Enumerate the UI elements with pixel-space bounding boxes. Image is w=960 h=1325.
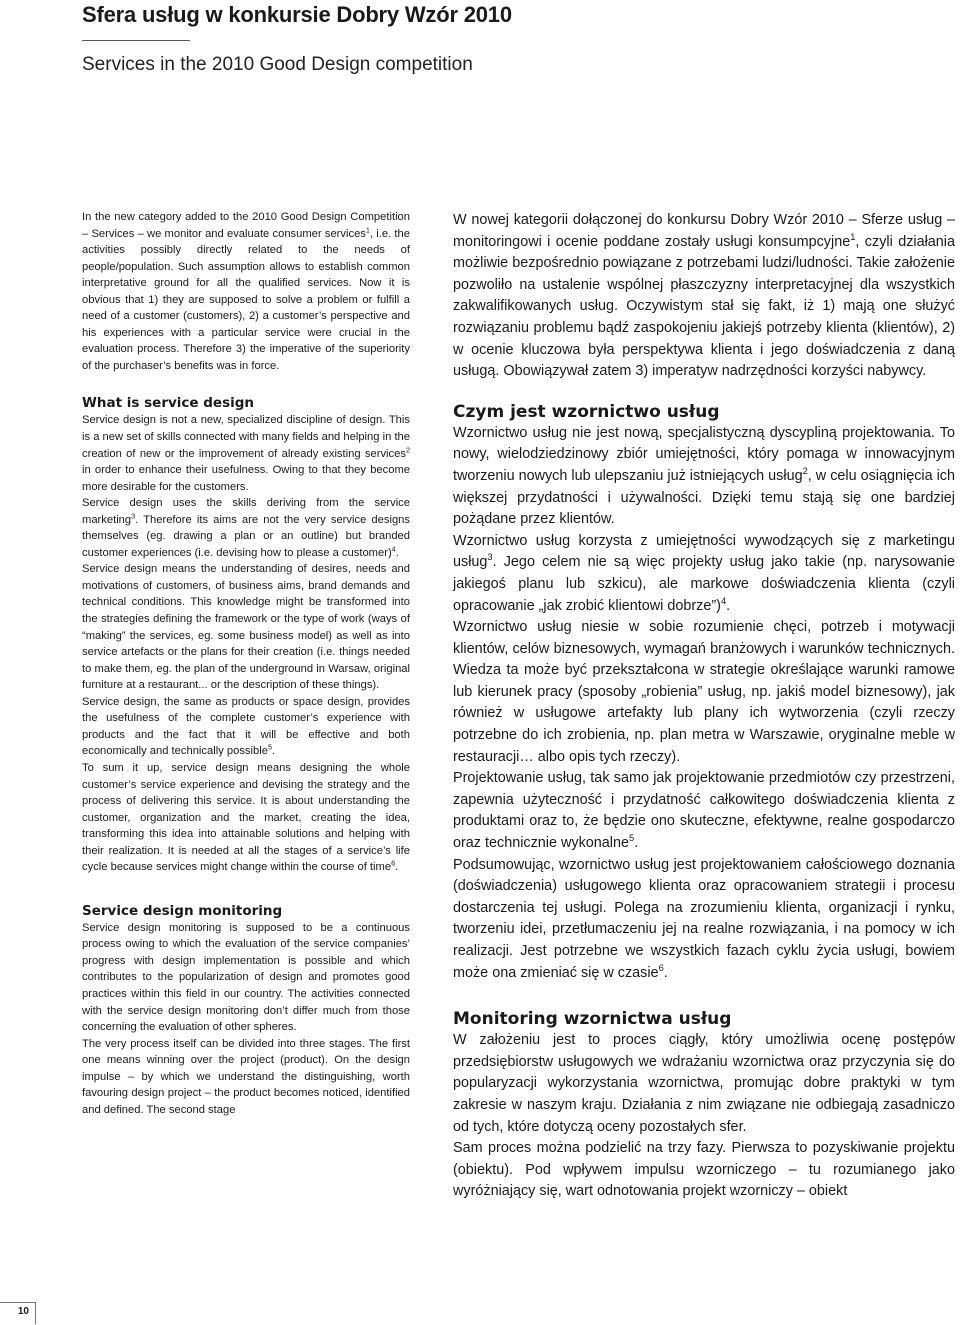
page-number: 10	[0, 1302, 36, 1324]
english-paragraph: The very process itself can be divided into three stages. The first one means winning over the project (product). On the design impulse – by which we understand the distinguishing, worth favouring design project – the product becomes noticed, identified and defined. The second stage	[82, 1037, 410, 1116]
text-run: .	[663, 964, 668, 981]
text-run: , czyli działania możliwie bezpośrednio powiązane z potrzebami ludzi/ludności. Takie założenie pozwoliło na ustalenie wspólnej płaszczyzny interpretacyjnej dla wszystkich zakwalifikowanych usług. Oczywistym stał się fakt, iż 1) mają one służyć rozwiązaniu problemu bądź zaspokojeniu jakiejś potrzeby klienta (klientów), 2) w ocenie kluczowa była perspektywa klienta i jego doświadczenia z daną usługą. Obowiązywał zatem 3) imperatyw nadrzędności korzyści nabywcy.	[453, 233, 955, 380]
text-run: W nowej kategorii dołączonej do konkursu Dobry Wzór 2010 – Sferze usług – monitoringowi i ocenie poddane zostały usługi konsumpcyjne	[453, 212, 955, 250]
text-run: Wzornictwo usług korzysta z umiejętności wywodzących się z marketingu usług	[453, 532, 955, 571]
polish-section-heading-service-design: Czym jest wzornictwo usług	[453, 401, 720, 422]
footnote-ref: 6	[391, 858, 396, 868]
polish-paragraph: W założeniu jest to proces ciągły, który umożliwia ocenę postępów przedsiębiorstw usługowych we wdrażaniu wzornictwa oraz przyczynia się do popularyzacji wykorzystania wzornictwa, promując dobre praktyki w tym zakresie w naszym kraju. Działania z nim związane nie odbiegają zasadniczo od tych, które dotyczą oceny pozostałych sfer.	[453, 1032, 955, 1135]
page-title-english: Services in the 2010 Good Design competition	[82, 54, 473, 75]
footnote-ref: 3	[131, 511, 136, 521]
polish-paragraph	[453, 531, 955, 617]
english-column	[82, 209, 410, 1118]
footnote-ref: 3	[487, 552, 493, 563]
polish-paragraph: Wzornictwo usług niesie w sobie rozumienie chęci, potrzeb i motywacji klientów, celów biznesowych, wymagań branżowych i warunków technicznych. Wiedza ta może być przekształcona w strategie określające warunki ramowe lub kierunek pracy (sposoby „robienia” usług, np. jakiś model biznesowy), jak również w usługowe artefakty lub plany ich wytworzenia (czyli rzeczy potrzebne do ich zrobienia, np. plan metra w Warszawie, oryginalne meble w restauracji… albo opis tych rzeczy).	[453, 619, 955, 765]
text-run: Podsumowując, wzornictwo usług jest projektowaniem całościowego doznania (doświadczenia) usługowego klienta oraz opracowaniem strategii i procesu dostarczenia tej usługi. Polega na zrozumieniu klienta, organizacji i rynku, tworzeniu idei, przetłumaczeniu jej na realne rozwiązania, i na pomocy w ich realizacji. Jest potrzebne we wszystkich fazach cyklu życia usługi, bowiem może ona zmieniać się w czasie	[453, 856, 955, 981]
text-run: Service design, the same as products or space design, provides the usefulness of the complete customer’s experience with products and the fact that it will be effective and both economically and technically possible	[82, 695, 410, 758]
text-run: .	[634, 835, 639, 852]
polish-paragraph	[453, 423, 955, 531]
english-intro-paragraph	[82, 209, 410, 374]
text-run: Service design is not a new, specialized discipline of design. This is a new set of skills connected with many fields and helping in the creation of new or the improvement of already existing services	[82, 414, 410, 460]
english-paragraph: Service design monitoring is supposed to be a continuous process owing to which the evaluation of the service companies’ progress with design implementation is possible and which contributes to the popularization of design and promotes good practices within this field in our country. The activities connected with the service design monitoring don’t differ much from those concerning the evaluation of other spheres.	[82, 921, 410, 1034]
polish-section-heading-monitoring: Monitoring wzornictwa usług	[453, 1009, 732, 1030]
footnote-ref: 1	[850, 231, 856, 242]
footnote-ref: 2	[405, 444, 410, 454]
polish-column	[453, 210, 955, 1203]
english-paragraph	[82, 694, 410, 760]
text-run: Wzornictwo usług nie jest nową, specjalistyczną dyscypliną projektowania. To nowy, wielodziedzinowy zbiór umiejętności, który pomaga w innowacyjnym tworzeniu nowych lub ulepszaniu już istniejących usług	[453, 424, 955, 484]
polish-paragraph: Sam proces można podzielić na trzy fazy. Pierwsza to pozyskiwanie projektu (obiektu). Pod wpływem impulsu wzorniczego – tu rozumianego jako wyróżniający się, wart odnotowania projekt wzorniczy – obiekt	[453, 1140, 955, 1200]
polish-paragraph	[453, 768, 955, 854]
english-paragraph	[82, 760, 410, 876]
text-run: To sum it up, service design means designing the whole customer’s service experience and devising the strategy and the process of delivering this service. It is about understanding the customer, organization and the market, creating the idea, transforming this idea into attainable solutions and helping with their realization. It is needed at all the stages of a service’s life cycle because services might change within the course of time	[82, 761, 410, 874]
text-run: .	[395, 546, 399, 559]
footnote-ref: 5	[628, 833, 635, 844]
text-run: , i.e. the activities possibly directly related to the needs of people/population. Such assumption allows to establish common interpretative ground for all the qualified services. Now it is obvious that 1) they are supposed to solve a problem or fulfill a need of a customer (customers), 2) a customer’s perspective and his experiences with a particular service were crucial in the evaluation process. Therefore 3) the imperative of the superiority of the purchaser’s benefits was in force.	[82, 227, 410, 372]
text-run: . Therefore its aims are not the very service designs themselves (eg. drawing a plan or an outline) but branded customer experiences (i.e. devising how to please a customer)	[82, 513, 410, 559]
text-run: .	[395, 861, 399, 874]
polish-paragraph	[453, 855, 955, 985]
text-run: , w celu osiągnięcia ich większej przydatności i używalności. Dzięki temu stają się one bardziej pożądane przez klientów.	[453, 467, 955, 528]
english-paragraph	[82, 412, 410, 495]
text-run: Service design uses the skills deriving from the service marketing	[82, 497, 410, 526]
text-run: Projektowanie usług, tak samo jak projektowanie przedmiotów czy przestrzeni, zapewnia użyteczność i przydatność całkowitego doświadczenia klienta z produktami oraz to, że będzie ono skuteczne, efektywne, realne gospodarczo oraz technicznie wykonalne	[453, 770, 955, 852]
text-run: In the new category added to the 2010 Good Design Competition – Services – we monitor and evaluate consumer services	[82, 211, 410, 240]
polish-intro-paragraph	[453, 210, 955, 383]
text-run: .	[726, 597, 731, 614]
english-paragraph: Service design means the understanding of desires, needs and motivations of customers, of business aims, brand demands and technical conditions. This knowledge might be transformed into the strategies defining the framework or the type of work (ways of “making” the services, eg. some business model) as well as into service artefacts or the plans for their creation (i.e. things needed to make them, eg. the plan of the underground in Warsaw, original furniture at a restaurant... or the description of these things).	[82, 563, 410, 692]
footnote-ref: 2	[802, 466, 808, 477]
text-run: . Jego celem nie są więc projekty usług jako takie (np. narysowanie jakiegoś planu lub szkicu), ale markowe doświadczenia klienta (czyli opracowanie „jak zrobić klientowi dobrze”)	[453, 554, 955, 614]
footnote-ref: 1	[365, 224, 370, 234]
footnote-ref: 4	[720, 595, 727, 606]
text-run: in order to enhance their usefulness. Owing to that they become more desirable for the customers.	[82, 464, 410, 493]
footnote-ref: 6	[658, 962, 664, 973]
page-title-polish: Sfera usług w konkursie Dobry Wzór 2010	[82, 2, 512, 27]
footnote-ref: 5	[267, 742, 272, 752]
english-paragraph	[82, 495, 410, 561]
english-section-heading-service-design: What is service design	[82, 395, 255, 412]
text-run: .	[272, 745, 276, 758]
title-divider	[82, 40, 190, 41]
english-section-heading-monitoring: Service design monitoring	[82, 902, 283, 919]
footnote-ref: 4	[391, 544, 396, 554]
